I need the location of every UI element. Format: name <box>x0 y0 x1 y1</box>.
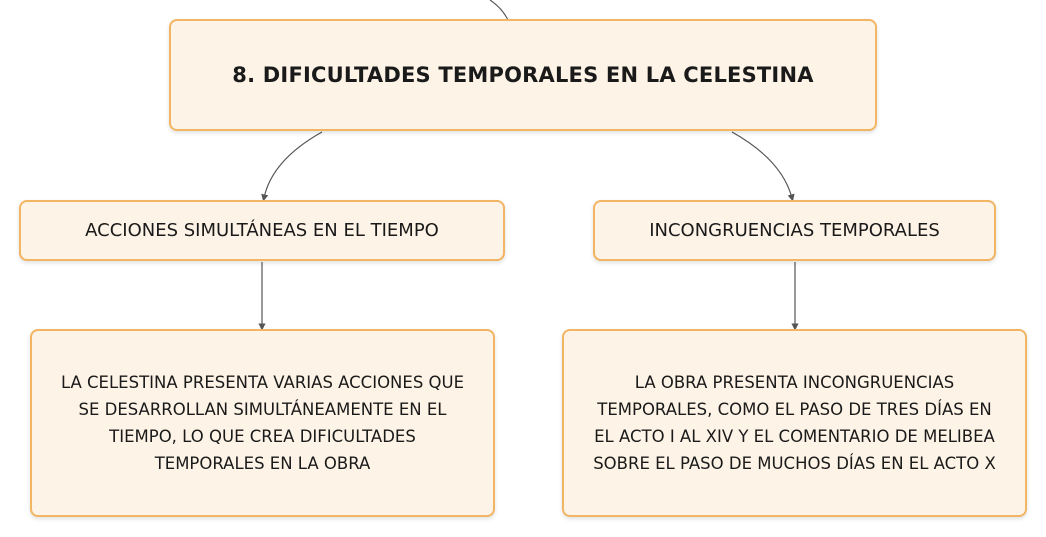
branch-label-simultaneous-actions: ACCIONES SIMULTÁNEAS EN EL TIEMPO <box>85 220 439 241</box>
leaf-text-simultaneous-actions: LA CELESTINA PRESENTA VARIAS ACCIONES QUE SE DESARROLLAN SIMULTÁNEAMENTE EN EL TIEMPO, LO QUE CREA DIFICULTADES TEMPORALES EN LA OBRA <box>60 373 465 473</box>
branch-label-temporal-incongruences: INCONGRUENCIAS TEMPORALES <box>649 220 940 241</box>
branch-node-simultaneous-actions[interactable] <box>19 200 505 261</box>
connector-title-to-left-branch <box>264 132 322 198</box>
leaf-text-temporal-incongruences: LA OBRA PRESENTA INCONGRUENCIAS TEMPORALES, COMO EL PASO DE TRES DÍAS EN EL ACTO I AL XIV Y EL COMENTARIO DE MELIBEA SOBRE EL PASO DE MUCHOS DÍAS EN EL ACTO X <box>593 373 996 473</box>
leaf-node-temporal-incongruences[interactable] <box>562 329 1027 517</box>
connector-parent-to-title <box>490 0 508 20</box>
leaf-node-simultaneous-actions[interactable] <box>30 329 495 517</box>
diagram-title-node[interactable] <box>169 19 877 131</box>
connector-title-to-right-branch <box>732 132 792 198</box>
diagram-title: 8. DIFICULTADES TEMPORALES EN LA CELESTINA <box>232 63 814 87</box>
branch-node-temporal-incongruences[interactable] <box>593 200 996 261</box>
